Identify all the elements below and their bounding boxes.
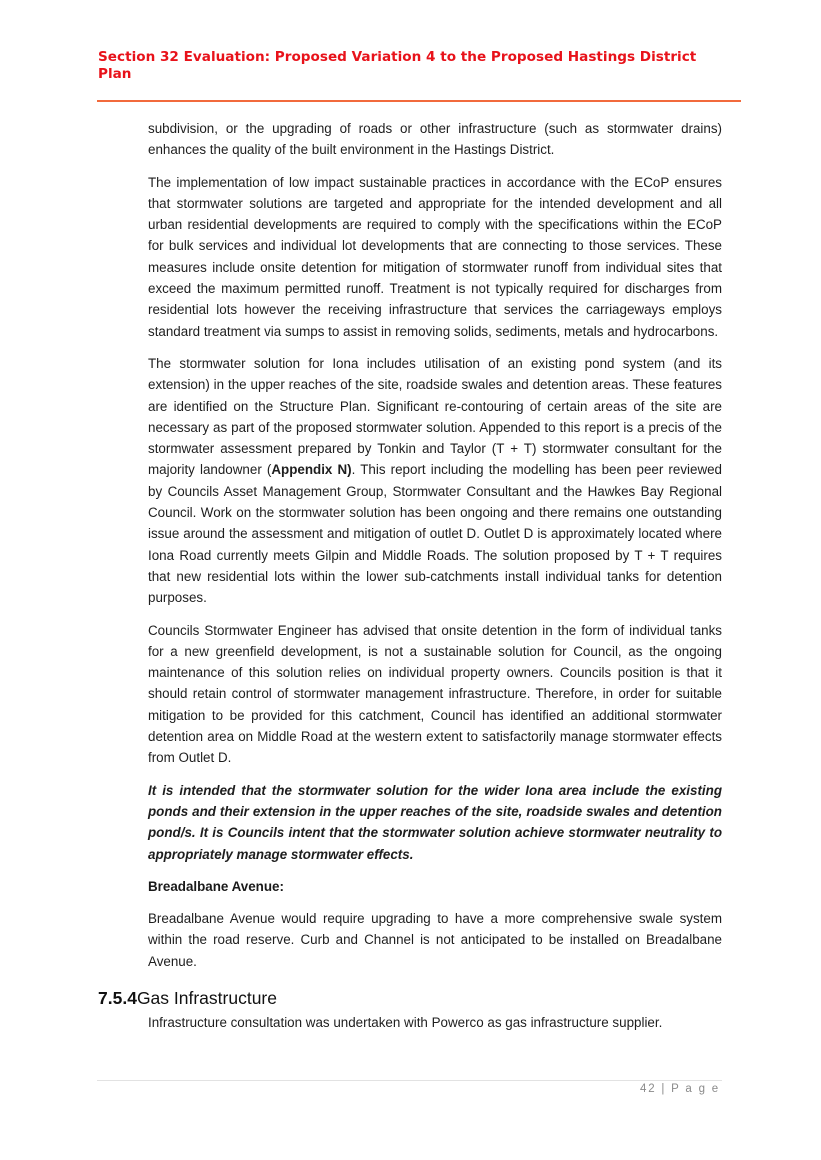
section-gas-text: Infrastructure consultation was undertaken with Powerco as gas infrastructure supplier. xyxy=(148,1015,663,1030)
document-header-title: Section 32 Evaluation: Proposed Variation 4 to the Proposed Hastings District Plan xyxy=(98,49,697,82)
section-heading xyxy=(98,987,718,1009)
paragraph-iona-text-1: The stormwater solution for Iona includes utilisation of an existing pond system (and its extension) in the upper reaches of the site, roadside swales and detention areas. These features are identified on the Structure Plan. Significant re-contouring of certain areas of the site are necessary as part of the proposed stormwater solution. Appended to this report is a precis of the stormwater assessment prepared by Tonkin and Taylor (T + T) stormwater consultant for the majority landowner ( xyxy=(148,355,722,478)
paragraph-ecop-practices: The implementation of low impact sustainable practices in accordance with the ECoP ensures that stormwater solutions are targeted and appropriate for the intended development and all urban residential developments are required to comply with the specifications within the ECoP for bulk services and individual lot developments that are connecting to those services. These measures include onsite detention for mitigation of stormwater runoff from individual sites that exceed the maximum permitted runoff. Treatment is not typically required for discharges from residential lots however the receiving infrastructure that services the carriageways employs standard treatment via sumps to assist in removing solids, sediments, metals and hydrocarbons. xyxy=(148,174,722,339)
section-title: Gas Infrastructure xyxy=(136,988,277,1008)
paragraph-built-environment: subdivision, or the upgrading of roads or other infrastructure (such as stormwater drains) enhances the quality of the built environment in the Hastings District. xyxy=(148,121,722,158)
paragraph-iona-stormwater xyxy=(148,353,722,609)
appendix-reference: Appendix N) xyxy=(271,462,352,478)
section-number: 7.5.4 xyxy=(98,988,137,1008)
paragraph-council-engineer: Councils Stormwater Engineer has advised that onsite detention in the form of individual tanks for a new greenfield development, is not a sustainable solution for Council, as the ongoing maintenance of this solution relies on individual property owners. Councils position is that it should retain control of stormwater management infrastructure. Therefore, in order for suitable mitigation to be provided for this catchment, Council has identified an additional stormwater detention area on Middle Road at the western extent to satisfactorily manage stormwater effects from Outlet D. xyxy=(148,622,722,766)
footer-divider xyxy=(97,1080,722,1081)
page-number: 42 | P a g e xyxy=(640,1083,721,1095)
header-divider xyxy=(97,100,741,102)
paragraph-iona-text-2: . This report including the modelling has been peer reviewed by Councils Asset Management Group, Stormwater Consultant and the Hawkes Bay Regional Council. Work on the stormwater solution has been ongoing and there remains one outstanding issue around the assessment and mitigation of outlet D. Outlet D is approximately located where Iona Road currently meets Gilpin and Middle Roads. The solution proposed by T + T requires that new residential lots within the lower sub-catchments install individual tanks for detention purposes. xyxy=(148,462,723,606)
paragraph-breadalbane: Breadalbane Avenue would require upgrading to have a more comprehensive swale system within the road reserve. Curb and Channel is not anticipated to be installed on Breadalbane Avenue. xyxy=(148,911,722,969)
document-body xyxy=(148,118,722,983)
subheading-breadalbane: Breadalbane Avenue: xyxy=(148,878,284,894)
paragraph-council-intent: It is intended that the stormwater solution for the wider Iona area include the existing ponds and their extension in the upper reaches of the site, roadside swales and detention pond/s. It is Councils intent that the stormwater solution achieve stormwater neutrality to appropriately manage stormwater effects. xyxy=(148,782,722,862)
